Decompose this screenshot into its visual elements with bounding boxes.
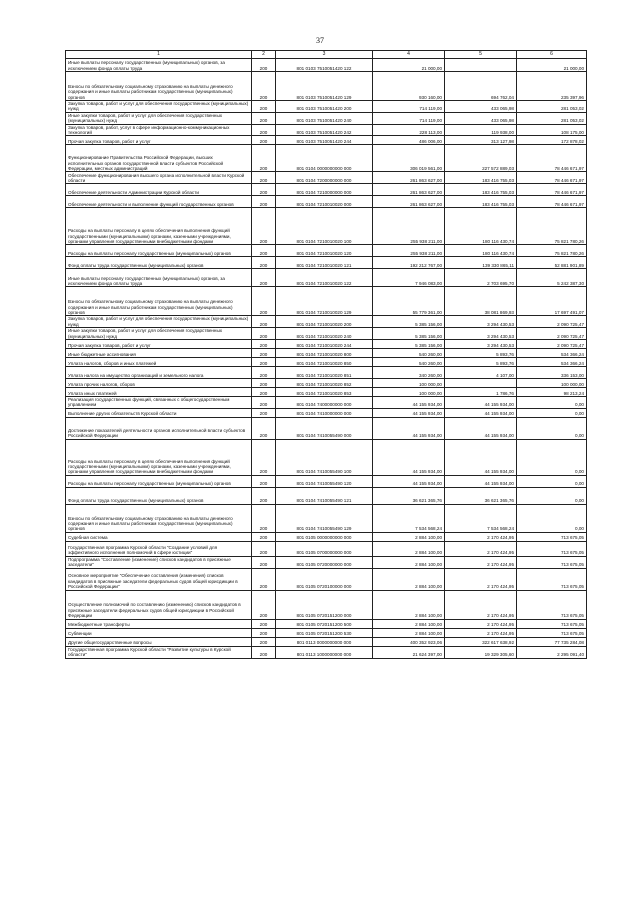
row-name-cell: Государственная программа Курской области "Создание условий для эффективного исполнения полномочий в сфере юстиции" [66,541,252,556]
row-executed-amount-cell: 433 065,98 [445,101,517,113]
header-cell: 1 [66,51,252,59]
row-admin-code-cell: 200 [252,269,276,287]
table-row [66,504,587,532]
row-admin-code-cell: 200 [252,439,276,475]
table-row [66,637,587,646]
row-classification-code-cell: 801 0104 7210010020 853 [276,388,373,397]
row-approved-amount-cell: 192 212 767,00 [373,257,445,269]
row-admin-code-cell: 200 [252,408,276,417]
row-unexecuted-amount-cell: 17 697 491,07 [517,287,587,316]
row-name-cell: Подпрограмма "Составление (изменение) списков кандидатов в присяжные заседатели" [66,556,252,568]
row-classification-code-cell: 801 0104 7210010020 129 [276,287,373,316]
row-executed-amount-cell [445,379,517,388]
row-name-cell: Уплата налога на имущество организаций и земельного налога [66,367,252,379]
row-unexecuted-amount-cell: 713 675,05 [517,590,587,619]
row-classification-code-cell: 801 0103 7510051420 122 [276,59,373,72]
row-name-cell: Межбюджетные трансферты [66,619,252,628]
row-classification-code-cell: 801 0104 7210010020 800 [276,349,373,358]
row-executed-amount-cell: 2 170 424,95 [445,532,517,541]
row-approved-amount-cell: 540 260,00 [373,349,445,358]
table-row [66,439,587,475]
table-row [66,646,587,658]
row-executed-amount-cell: 180 116 430,74 [445,208,517,245]
row-approved-amount-cell: 930 160,00 [373,72,445,101]
table-row [66,475,587,487]
row-approved-amount-cell: 540 260,00 [373,358,445,367]
row-classification-code-cell: 801 0104 7410055490 129 [276,504,373,532]
row-classification-code-cell: 801 0104 7410000000 000 [276,408,373,417]
row-unexecuted-amount-cell: 281 053,02 [517,101,587,113]
table-row [66,136,587,145]
row-executed-amount-cell: 183 416 755,03 [445,184,517,196]
row-approved-amount-cell: 714 119,00 [373,101,445,113]
row-executed-amount-cell: 38 081 869,93 [445,287,517,316]
table-row [66,316,587,328]
row-classification-code-cell: 801 0105 0720100000 000 [276,568,373,590]
row-executed-amount-cell: 183 416 755,03 [445,172,517,184]
table-row [66,287,587,316]
row-classification-code-cell: 801 0104 7210010020 850 [276,358,373,367]
row-name-cell: Иные закупки товаров, работ и услуг для обеспечения государственных (муниципальных) нужд [66,328,252,340]
row-admin-code-cell: 200 [252,328,276,340]
row-admin-code-cell: 200 [252,349,276,358]
row-approved-amount-cell: 44 155 934,00 [373,408,445,417]
table-row [66,101,587,113]
row-executed-amount-cell: 3 294 430,53 [445,340,517,349]
table-row [66,532,587,541]
row-name-cell: Закупка товаров, работ и услуг для обеспечения государственных (муниципальных) нужд [66,316,252,328]
row-unexecuted-amount-cell: 78 446 671,97 [517,184,587,196]
row-admin-code-cell: 200 [252,367,276,379]
row-name-cell: Достижение показателей деятельности органов исполнительной власти субъектов Российской Федерации [66,417,252,439]
row-name-cell: Реализация государственных функций, связанных с общегосударственным управлением [66,397,252,409]
table-row [66,59,587,72]
row-executed-amount-cell: 2 170 424,95 [445,556,517,568]
row-name-cell: Закупка товаров, работ, услуг в сфере информационно-коммуникационных технологий [66,124,252,136]
row-admin-code-cell: 200 [252,257,276,269]
row-name-cell: Прочая закупка товаров, работ и услуг [66,340,252,349]
row-approved-amount-cell: 7 946 083,00 [373,269,445,287]
row-executed-amount-cell: 180 116 430,74 [445,245,517,257]
row-admin-code-cell: 200 [252,196,276,208]
row-executed-amount-cell: 3 294 430,53 [445,316,517,328]
row-admin-code-cell: 200 [252,245,276,257]
row-admin-code-cell: 200 [252,568,276,590]
row-name-cell: Другие общегосударственные вопросы [66,637,252,646]
row-classification-code-cell: 801 0105 0720151200 500 [276,619,373,628]
table-row [66,628,587,637]
row-classification-code-cell: 801 0104 7210000000 000 [276,184,373,196]
row-approved-amount-cell: 228 113,00 [373,124,445,136]
row-approved-amount-cell: 255 938 211,00 [373,208,445,245]
row-approved-amount-cell: 21 624 397,00 [373,646,445,658]
row-classification-code-cell: 801 0104 7210010020 240 [276,328,373,340]
row-approved-amount-cell: 2 884 100,00 [373,619,445,628]
row-name-cell: Выполнение других обязательств Курской области [66,408,252,417]
row-executed-amount-cell: 139 330 865,11 [445,257,517,269]
row-unexecuted-amount-cell: 713 675,05 [517,541,587,556]
row-unexecuted-amount-cell: 0,00 [517,408,587,417]
row-name-cell: Расходы на выплаты персоналу в целях обеспечения выполнения функций государственными (муниципальными) органами, казенными учреждениями, органами управления государственными внебюджетными фондами [66,208,252,245]
row-admin-code-cell: 200 [252,397,276,409]
row-classification-code-cell: 801 0104 7400000000 000 [276,397,373,409]
row-approved-amount-cell: 2 884 100,00 [373,556,445,568]
row-classification-code-cell: 801 0104 7210010020 122 [276,269,373,287]
row-classification-code-cell: 801 0104 7210010020 852 [276,379,373,388]
row-classification-code-cell: 801 0104 7410055490 120 [276,475,373,487]
row-executed-amount-cell: 44 155 934,00 [445,397,517,409]
row-unexecuted-amount-cell: 2 295 091,40 [517,646,587,658]
row-name-cell: Иные выплаты персоналу государственных (муниципальных) органов, за исключением фонда оплаты труда [66,269,252,287]
header-cell: 5 [445,51,517,59]
table-row [66,124,587,136]
row-unexecuted-amount-cell: 78 446 671,97 [517,196,587,208]
table-row [66,257,587,269]
row-admin-code-cell: 200 [252,208,276,245]
row-name-cell: Взносы по обязательному социальному страхованию на выплаты денежного содержания и иные выплаты работникам государственных (муниципальных) органов [66,504,252,532]
row-executed-amount-cell: 694 762,04 [445,72,517,101]
table-row [66,408,587,417]
row-executed-amount-cell: 5 893,76 [445,358,517,367]
row-approved-amount-cell: 100 000,00 [373,379,445,388]
row-unexecuted-amount-cell: 2 090 725,47 [517,316,587,328]
row-executed-amount-cell: 433 065,98 [445,112,517,124]
row-admin-code-cell: 200 [252,619,276,628]
row-admin-code-cell: 200 [252,590,276,619]
row-unexecuted-amount-cell: 2 090 725,47 [517,328,587,340]
table-row [66,590,587,619]
row-approved-amount-cell: 261 863 627,00 [373,184,445,196]
row-name-cell: Основное мероприятие "Обеспечение составления (изменения) списков кандидатов в присяжные заседатели федеральных судов общей юрисдикции в Российской Федерации" [66,568,252,590]
row-name-cell: Субвенции [66,628,252,637]
table-row [66,112,587,124]
page-number: 37 [316,36,324,45]
row-approved-amount-cell: 714 119,00 [373,112,445,124]
row-unexecuted-amount-cell: 0,00 [517,475,587,487]
row-unexecuted-amount-cell: 98 213,24 [517,388,587,397]
row-admin-code-cell: 200 [252,646,276,658]
row-classification-code-cell: 801 0104 0000000000 000 [276,145,373,172]
row-executed-amount-cell: 2 170 424,95 [445,619,517,628]
row-admin-code-cell: 200 [252,504,276,532]
row-approved-amount-cell: 400 352 923,06 [373,637,445,646]
row-unexecuted-amount-cell: 21 000,00 [517,59,587,72]
row-approved-amount-cell: 7 534 568,24 [373,504,445,532]
row-approved-amount-cell: 5 385 156,00 [373,328,445,340]
row-name-cell: Уплата прочих налогов, сборов [66,379,252,388]
row-classification-code-cell: 801 0103 7510051420 244 [276,136,373,145]
row-executed-amount-cell [445,59,517,72]
row-classification-code-cell: 801 0104 7210010020 120 [276,245,373,257]
row-approved-amount-cell: 5 385 156,00 [373,340,445,349]
row-executed-amount-cell: 36 621 365,76 [445,487,517,504]
row-unexecuted-amount-cell: 235 397,96 [517,72,587,101]
row-approved-amount-cell: 261 863 627,00 [373,196,445,208]
row-unexecuted-amount-cell: 2 090 725,47 [517,340,587,349]
row-executed-amount-cell: 4 107,00 [445,367,517,379]
row-name-cell: Расходы на выплаты персоналу в целях обеспечения выполнения функций государственными (муниципальными) органами, казенными учреждениями, органами управления государственными внебюджетными фондами [66,439,252,475]
row-name-cell: Прочая закупка товаров, работ и услуг [66,136,252,145]
table-row [66,379,587,388]
row-admin-code-cell: 200 [252,628,276,637]
row-unexecuted-amount-cell: 281 053,02 [517,112,587,124]
row-unexecuted-amount-cell: 0,00 [517,487,587,504]
table-row [66,541,587,556]
row-classification-code-cell: 801 0105 0000000000 000 [276,532,373,541]
row-approved-amount-cell: 44 155 934,00 [373,397,445,409]
row-admin-code-cell: 200 [252,59,276,72]
row-admin-code-cell: 200 [252,172,276,184]
row-classification-code-cell: 801 0104 7410055490 000 [276,417,373,439]
row-name-cell: Обеспечение деятельности и выполнение функций государственных органов [66,196,252,208]
row-approved-amount-cell: 2 884 100,00 [373,541,445,556]
row-admin-code-cell: 200 [252,72,276,101]
row-classification-code-cell: 801 0104 7410055490 121 [276,487,373,504]
table-row [66,269,587,287]
row-admin-code-cell: 200 [252,112,276,124]
row-name-cell: Обеспечение функционирования высшего органа исполнительной власти Курской области [66,172,252,184]
table-row [66,568,587,590]
row-executed-amount-cell: 322 617 638,92 [445,637,517,646]
row-unexecuted-amount-cell: 713 675,05 [517,619,587,628]
row-classification-code-cell: 801 0105 0700000000 000 [276,541,373,556]
row-classification-code-cell: 801 0113 0000000000 000 [276,637,373,646]
row-executed-amount-cell: 7 534 568,24 [445,504,517,532]
row-classification-code-cell: 801 0104 7210010020 121 [276,257,373,269]
row-approved-amount-cell: 2 884 100,00 [373,532,445,541]
row-executed-amount-cell: 2 170 424,95 [445,628,517,637]
row-unexecuted-amount-cell: 108 175,00 [517,124,587,136]
row-approved-amount-cell: 44 155 934,00 [373,439,445,475]
table-row [66,245,587,257]
row-name-cell: Взносы по обязательному социальному страхованию на выплаты денежного содержания и иные выплаты работникам государственных (муниципальных) органов [66,72,252,101]
row-name-cell: Расходы на выплаты персоналу государственных (муниципальных) органов [66,245,252,257]
row-name-cell: Осуществление полномочий по составлению (изменению) списков кандидатов в присяжные заседатели федеральных судов общей юрисдикции в Российской Федерации [66,590,252,619]
row-name-cell: Взносы по обязательному социальному страхованию на выплаты денежного содержания и иные выплаты работникам государственных (муниципальных) органов [66,287,252,316]
row-name-cell: Расходы на выплаты персоналу государственных (муниципальных) органов [66,475,252,487]
row-admin-code-cell: 200 [252,388,276,397]
row-admin-code-cell: 200 [252,316,276,328]
row-approved-amount-cell: 340 260,00 [373,367,445,379]
table-row [66,328,587,340]
row-admin-code-cell: 200 [252,145,276,172]
table-row [66,388,587,397]
row-name-cell: Иные выплаты персоналу государственных (муниципальных) органов, за исключением фонда оплаты труда [66,59,252,72]
row-unexecuted-amount-cell: 336 153,00 [517,367,587,379]
row-approved-amount-cell: 100 000,00 [373,388,445,397]
row-name-cell: Обеспечение деятельности Администрации Курской области [66,184,252,196]
row-executed-amount-cell: 44 155 934,00 [445,417,517,439]
table-row [66,556,587,568]
row-approved-amount-cell: 2 884 100,00 [373,590,445,619]
row-admin-code-cell: 200 [252,358,276,367]
row-name-cell: Государственная программа Курской области "Развитие культуры в Курской области" [66,646,252,658]
row-classification-code-cell: 801 0105 0720000000 000 [276,556,373,568]
row-name-cell: Уплата иных платежей [66,388,252,397]
row-unexecuted-amount-cell: 172 878,02 [517,136,587,145]
row-executed-amount-cell: 2 170 424,95 [445,590,517,619]
row-unexecuted-amount-cell: 534 366,24 [517,358,587,367]
row-classification-code-cell: 801 0105 0720151200 000 [276,590,373,619]
row-unexecuted-amount-cell: 0,00 [517,439,587,475]
row-unexecuted-amount-cell: 713 675,05 [517,532,587,541]
row-classification-code-cell: 801 0104 7210010020 200 [276,316,373,328]
row-unexecuted-amount-cell: 713 675,05 [517,628,587,637]
row-admin-code-cell: 200 [252,532,276,541]
row-executed-amount-cell: 119 938,00 [445,124,517,136]
row-executed-amount-cell: 5 893,76 [445,349,517,358]
row-approved-amount-cell: 44 155 934,00 [373,417,445,439]
row-unexecuted-amount-cell: 0,00 [517,397,587,409]
table-row [66,184,587,196]
row-unexecuted-amount-cell: 534 366,24 [517,349,587,358]
table-row [66,349,587,358]
row-admin-code-cell: 200 [252,124,276,136]
table-row [66,417,587,439]
row-admin-code-cell: 200 [252,287,276,316]
row-approved-amount-cell: 36 621 365,76 [373,487,445,504]
row-unexecuted-amount-cell: 713 675,05 [517,568,587,590]
table-row [66,196,587,208]
row-approved-amount-cell: 55 779 361,00 [373,287,445,316]
row-executed-amount-cell: 44 155 934,00 [445,439,517,475]
row-approved-amount-cell: 21 000,00 [373,59,445,72]
table-row [66,367,587,379]
row-executed-amount-cell: 3 294 430,53 [445,328,517,340]
table-row [66,145,587,172]
row-executed-amount-cell: 2 170 424,95 [445,541,517,556]
table-row [66,172,587,184]
row-approved-amount-cell: 486 006,00 [373,136,445,145]
row-admin-code-cell: 200 [252,541,276,556]
row-approved-amount-cell: 5 385 156,00 [373,316,445,328]
row-classification-code-cell: 801 0104 7210010020 100 [276,208,373,245]
row-classification-code-cell: 801 0103 7510051420 240 [276,112,373,124]
row-unexecuted-amount-cell: 100 000,00 [517,379,587,388]
row-name-cell: Фонд оплаты труда государственных (муниципальных) органов [66,487,252,504]
row-name-cell: Иные закупки товаров, работ и услуг для обеспечения государственных (муниципальных) нужд [66,112,252,124]
row-classification-code-cell: 801 0103 7510051420 129 [276,72,373,101]
header-cell: 3 [276,51,373,59]
row-unexecuted-amount-cell: 5 242 387,30 [517,269,587,287]
row-approved-amount-cell: 44 155 934,00 [373,475,445,487]
row-unexecuted-amount-cell: 713 675,05 [517,556,587,568]
row-admin-code-cell: 200 [252,379,276,388]
header-cell: 2 [252,51,276,59]
row-admin-code-cell: 200 [252,101,276,113]
row-admin-code-cell: 200 [252,184,276,196]
row-classification-code-cell: 801 0104 7210010020 851 [276,367,373,379]
row-unexecuted-amount-cell: 0,00 [517,417,587,439]
header-row [66,51,587,59]
header-cell: 6 [517,51,587,59]
table-row [66,358,587,367]
row-unexecuted-amount-cell: 78 446 671,97 [517,145,587,172]
row-unexecuted-amount-cell: 75 821 780,26 [517,208,587,245]
row-classification-code-cell: 801 0105 0720151200 530 [276,628,373,637]
row-approved-amount-cell: 2 884 100,00 [373,568,445,590]
row-executed-amount-cell: 2 170 424,95 [445,568,517,590]
row-executed-amount-cell: 227 572 889,03 [445,145,517,172]
row-name-cell: Иные бюджетные ассигнования [66,349,252,358]
row-unexecuted-amount-cell: 52 881 901,89 [517,257,587,269]
row-classification-code-cell: 801 0104 7410055490 100 [276,439,373,475]
row-admin-code-cell: 200 [252,637,276,646]
row-admin-code-cell: 200 [252,136,276,145]
row-classification-code-cell: 801 0103 7510051420 200 [276,101,373,113]
row-unexecuted-amount-cell: 77 735 284,08 [517,637,587,646]
table-row [66,619,587,628]
row-classification-code-cell: 801 0103 7510051420 242 [276,124,373,136]
row-name-cell: Фонд оплаты труда государственных (муниципальных) органов [66,257,252,269]
row-name-cell: Уплата налогов, сборов и иных платежей [66,358,252,367]
budget-table [65,50,587,659]
row-approved-amount-cell: 306 019 561,00 [373,145,445,172]
row-admin-code-cell: 200 [252,475,276,487]
row-executed-amount-cell: 44 155 934,00 [445,475,517,487]
row-name-cell: Закупка товаров, работ и услуг для обеспечения государственных (муниципальных) нужд [66,101,252,113]
header-cell: 4 [373,51,445,59]
table-row [66,72,587,101]
row-unexecuted-amount-cell: 75 821 780,26 [517,245,587,257]
table-row [66,340,587,349]
row-approved-amount-cell: 255 938 211,00 [373,245,445,257]
row-classification-code-cell: 801 0104 7210010020 244 [276,340,373,349]
row-approved-amount-cell: 2 884 100,00 [373,628,445,637]
row-admin-code-cell: 200 [252,340,276,349]
row-unexecuted-amount-cell: 0,00 [517,504,587,532]
row-executed-amount-cell: 313 127,98 [445,136,517,145]
row-admin-code-cell: 200 [252,556,276,568]
row-executed-amount-cell: 44 155 934,00 [445,408,517,417]
row-classification-code-cell: 801 0104 7200000000 000 [276,172,373,184]
row-name-cell: Функционирование Правительства Российской Федерации, высших исполнительных органов государственной власти субъектов Российской Федерации, местных администраций [66,145,252,172]
row-unexecuted-amount-cell: 78 446 671,97 [517,172,587,184]
row-approved-amount-cell: 261 863 627,00 [373,172,445,184]
table-row [66,487,587,504]
table-row [66,397,587,409]
row-admin-code-cell: 200 [252,487,276,504]
row-executed-amount-cell: 1 786,76 [445,388,517,397]
table-row [66,208,587,245]
row-admin-code-cell: 200 [252,417,276,439]
row-name-cell: Судебная система [66,532,252,541]
row-executed-amount-cell: 2 703 695,70 [445,269,517,287]
row-executed-amount-cell: 19 329 305,60 [445,646,517,658]
row-executed-amount-cell: 183 416 755,03 [445,196,517,208]
row-classification-code-cell: 801 0104 7210010020 000 [276,196,373,208]
row-classification-code-cell: 801 0113 1000000000 000 [276,646,373,658]
